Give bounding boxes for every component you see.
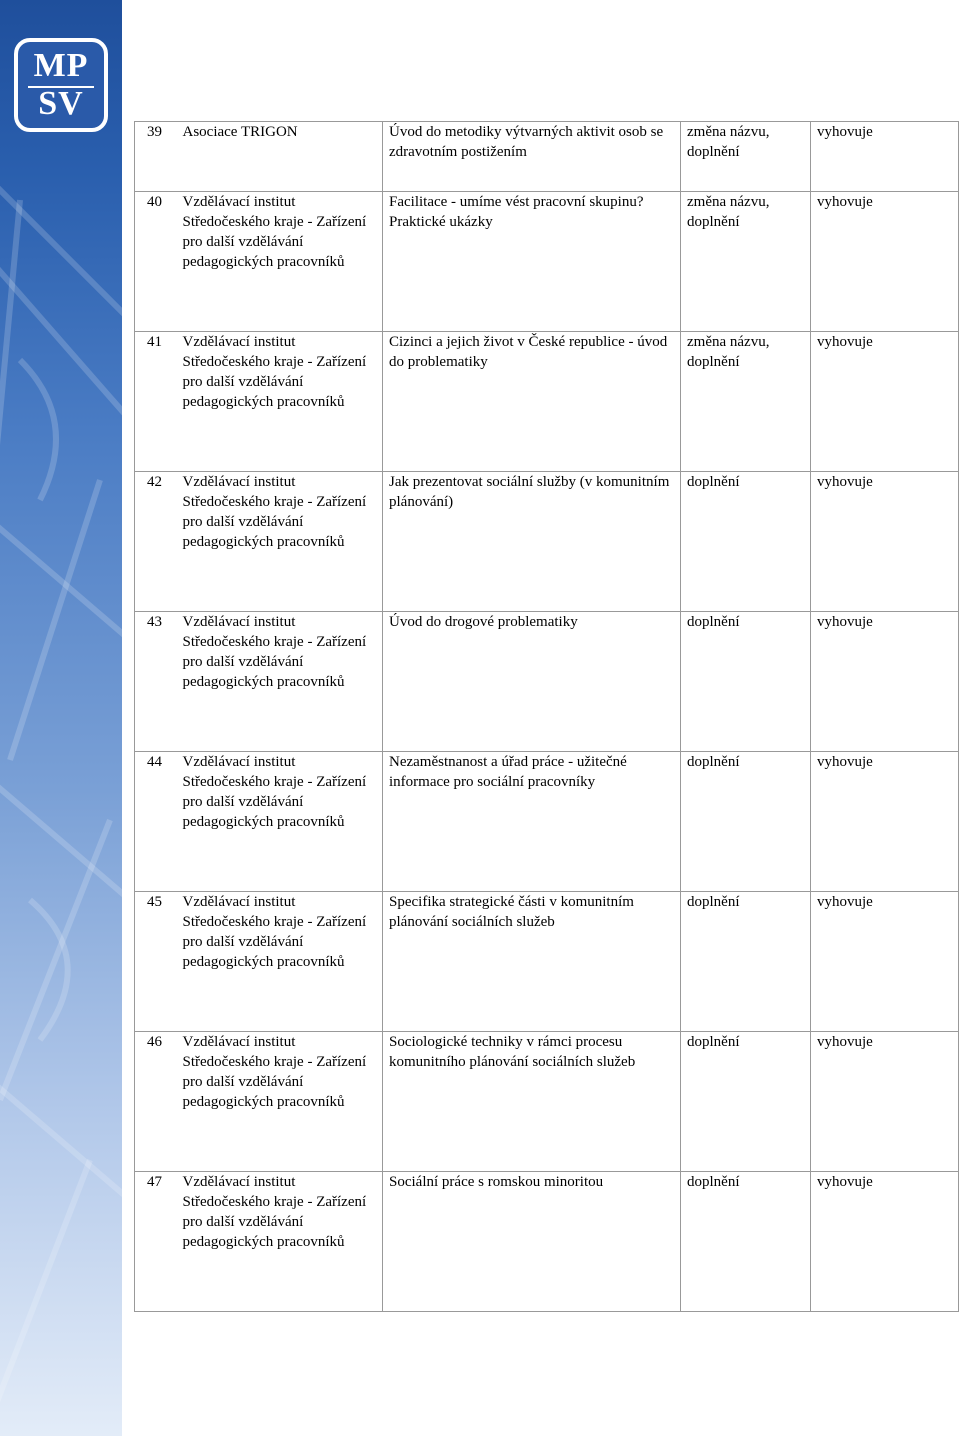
change-cell: doplnění xyxy=(681,892,811,1032)
table-row xyxy=(135,472,959,612)
table-row xyxy=(135,332,959,472)
logo-line1: MP xyxy=(33,47,89,84)
row-number: 47 xyxy=(135,1172,183,1312)
course-cell: Úvod do drogové problematiky xyxy=(383,612,681,752)
provider-cell: Asociace TRIGON xyxy=(183,122,383,192)
row-number: 45 xyxy=(135,892,183,1032)
course-cell: Facilitace - umíme vést pracovní skupinu? Praktické ukázky xyxy=(383,192,681,332)
sidebar-pattern xyxy=(0,0,122,1436)
logo-line2: SV xyxy=(38,85,84,122)
change-cell: doplnění xyxy=(681,752,811,892)
provider-cell: Vzdělávací institut Středočeského kraje - Zařízení pro další vzdělávání pedagogických pracovníků xyxy=(183,752,383,892)
row-number: 44 xyxy=(135,752,183,892)
provider-cell: Vzdělávací institut Středočeského kraje - Zařízení pro další vzdělávání pedagogických pracovníků xyxy=(183,612,383,752)
change-cell: doplnění xyxy=(681,1172,811,1312)
change-cell: změna názvu, doplnění xyxy=(681,122,811,192)
result-cell: vyhovuje xyxy=(811,122,959,192)
table-row xyxy=(135,192,959,332)
table-row xyxy=(135,892,959,1032)
mpsv-logo xyxy=(14,38,108,132)
table-row xyxy=(135,1172,959,1312)
result-cell: vyhovuje xyxy=(811,892,959,1032)
row-number: 43 xyxy=(135,612,183,752)
result-cell: vyhovuje xyxy=(811,1172,959,1312)
change-cell: doplnění xyxy=(681,612,811,752)
result-cell: vyhovuje xyxy=(811,192,959,332)
row-number: 42 xyxy=(135,472,183,612)
change-cell: změna názvu, doplnění xyxy=(681,192,811,332)
result-cell: vyhovuje xyxy=(811,1032,959,1172)
course-cell: Specifika strategické části v komunitním plánování sociálních služeb xyxy=(383,892,681,1032)
course-cell: Jak prezentovat sociální služby (v komunitním plánování) xyxy=(383,472,681,612)
result-cell: vyhovuje xyxy=(811,612,959,752)
table-row xyxy=(135,1032,959,1172)
course-cell: Sociální práce s romskou minoritou xyxy=(383,1172,681,1312)
provider-cell: Vzdělávací institut Středočeského kraje - Zařízení pro další vzdělávání pedagogických pracovníků xyxy=(183,472,383,612)
course-cell: Úvod do metodiky výtvarných aktivit osob se zdravotním postižením xyxy=(383,122,681,192)
table-row xyxy=(135,122,959,192)
provider-cell: Vzdělávací institut Středočeského kraje - Zařízení pro další vzdělávání pedagogických pracovníků xyxy=(183,192,383,332)
row-number: 40 xyxy=(135,192,183,332)
course-cell: Nezaměstnanost a úřad práce - užitečné informace pro sociální pracovníky xyxy=(383,752,681,892)
change-cell: doplnění xyxy=(681,472,811,612)
result-cell: vyhovuje xyxy=(811,332,959,472)
change-cell: doplnění xyxy=(681,1032,811,1172)
provider-cell: Vzdělávací institut Středočeského kraje - Zařízení pro další vzdělávání pedagogických pracovníků xyxy=(183,1172,383,1312)
course-cell: Sociologické techniky v rámci procesu komunitního plánování sociálních služeb xyxy=(383,1032,681,1172)
result-cell: vyhovuje xyxy=(811,472,959,612)
table-row xyxy=(135,752,959,892)
provider-cell: Vzdělávací institut Středočeského kraje - Zařízení pro další vzdělávání pedagogických pracovníků xyxy=(183,332,383,472)
provider-cell: Vzdělávací institut Středočeského kraje - Zařízení pro další vzdělávání pedagogických pracovníků xyxy=(183,1032,383,1172)
table-row xyxy=(135,612,959,752)
row-number: 41 xyxy=(135,332,183,472)
course-table xyxy=(134,121,959,1312)
change-cell: změna názvu, doplnění xyxy=(681,332,811,472)
course-cell: Cizinci a jejich život v České republice - úvod do problematiky xyxy=(383,332,681,472)
sidebar-banner xyxy=(0,0,122,1436)
result-cell: vyhovuje xyxy=(811,752,959,892)
row-number: 39 xyxy=(135,122,183,192)
provider-cell: Vzdělávací institut Středočeského kraje - Zařízení pro další vzdělávání pedagogických pracovníků xyxy=(183,892,383,1032)
row-number: 46 xyxy=(135,1032,183,1172)
